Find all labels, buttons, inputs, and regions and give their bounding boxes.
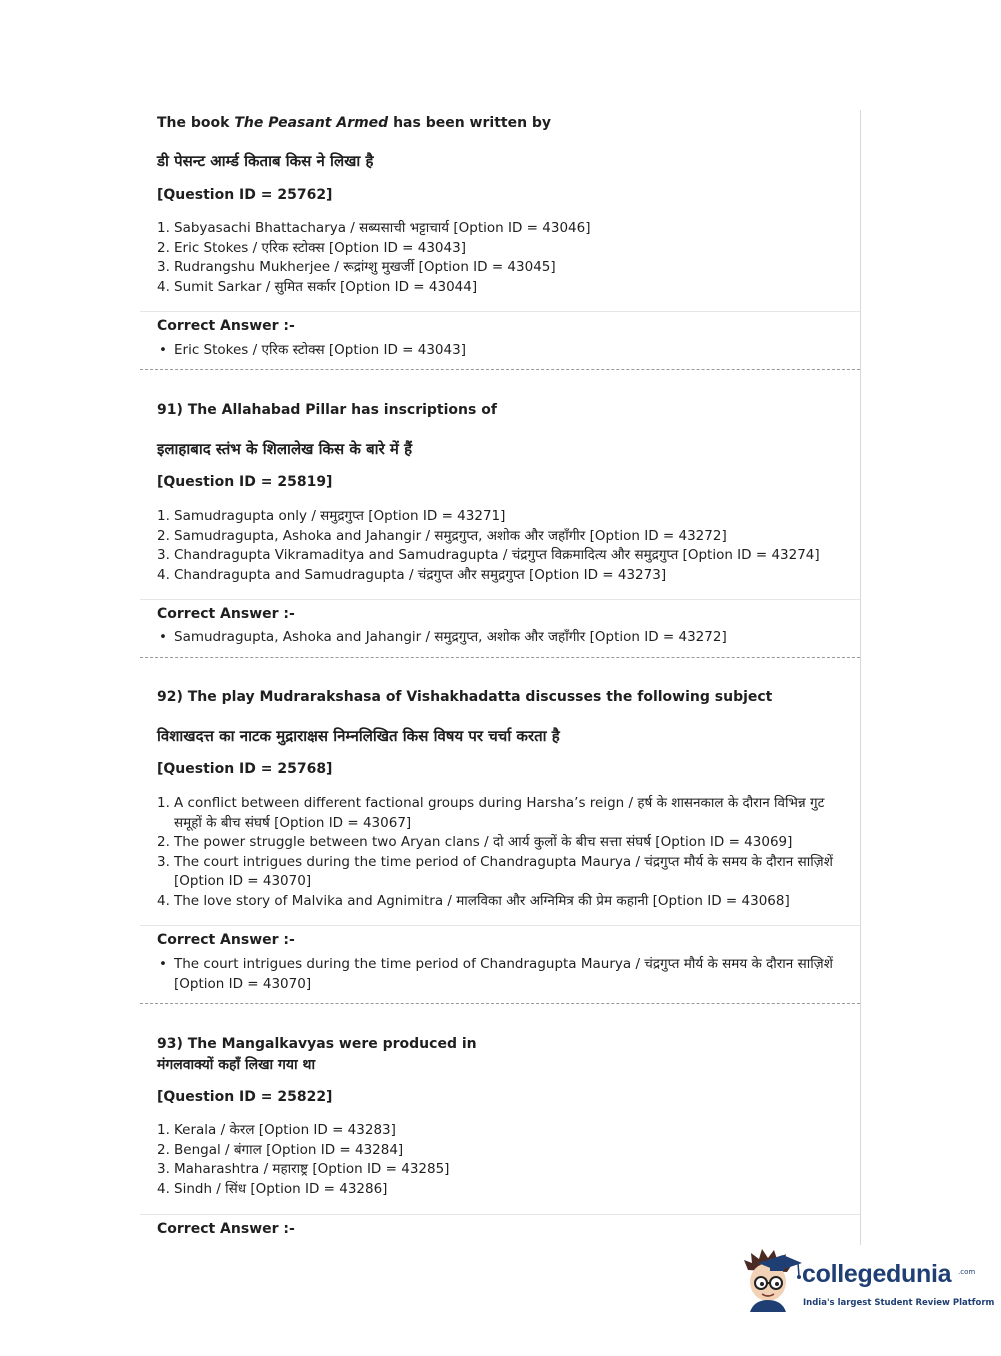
right-border [860, 110, 861, 1245]
question-text-hi: डी पेसन्ट आर्म्ड किताब किस ने लिखा है [157, 152, 374, 170]
option-item: 2. The power struggle between two Aryan clans / दो आर्य कुलों के बीच सत्ता संघर्ष [Option ID = 43069] [157, 834, 793, 850]
option-item: 1. Samudragupta only / समुद्रगुप्त [Option ID = 43271] [157, 508, 506, 524]
correct-answer-label: Correct Answer :- [157, 932, 295, 948]
option-item: 4. Chandragupta and Samudragupta / चंद्रगुप्त और समुद्रगुप्त [Option ID = 43273] [157, 566, 667, 583]
option-item: 2. Bengal / बंगाल [Option ID = 43284] [157, 1141, 404, 1158]
question-text-hi: इलाहाबाद स्तंभ के शिलालेख किस के बारे में हैं [157, 440, 413, 458]
logo-wordmark: collegedunia [802, 1260, 952, 1288]
options-list [157, 507, 852, 585]
correct-answer: • Eric Stokes / एरिक स्टोक्स [Option ID = 43043] [159, 342, 466, 358]
option-item: 3. Chandragupta Vikramaditya and Samudragupta / चंद्रगुप्त विक्रमादित्य और समुद्रगुप्त [Option ID = 43274] [157, 547, 820, 563]
question-separator [140, 369, 860, 370]
collegedunia-logo[interactable] [740, 1246, 995, 1316]
option-item: 4. Sumit Sarkar / सुमित सर्कार [Option ID = 43044] [157, 278, 478, 295]
option-item: 1. A conflict between different factional groups during Harsha’s reign / हर्ष के शासनकाल के दौरान विभिन्न गुट समूहों के बीच संघर्ष [Option ID = 43067] [157, 795, 825, 831]
option-item: 4. Sindh / सिंध [Option ID = 43286] [157, 1180, 388, 1197]
question-separator [140, 1003, 860, 1004]
option-item: 1. Sabyasachi Bhattacharya / सब्यसाची भट्टाचार्य [Option ID = 43046] [157, 220, 591, 236]
question-separator [140, 657, 860, 658]
option-item: 2. Samudragupta, Ashoka and Jahangir / समुद्रगुप्त, अशोक और जहाँगीर [Option ID = 43272] [157, 527, 727, 544]
question-text-en: 93) The Mangalkavyas were produced in [157, 1036, 477, 1052]
option-item: 4. The love story of Malvika and Agnimitra / मालविका और अग्निमित्र की प्रेम कहानी [Option ID = 43068] [157, 892, 790, 909]
question-text-en: The book The Peasant Armed has been written by [157, 115, 552, 131]
option-item: 3. Rudrangshu Mukherjee / रूद्रांग्शु मुखर्जी [Option ID = 43045] [157, 259, 556, 275]
divider [140, 925, 860, 926]
question-id: [Question ID = 25762] [157, 187, 333, 203]
question-text-hi: मंगलवाक्यों कहाँ लिखा गया था [157, 1057, 316, 1073]
option-item: 3. The court intrigues during the time period of Chandragupta Maurya / चंद्रगुप्त मौर्य के समय के दौरान साज़िशें [Option ID = 43070] [157, 853, 833, 889]
mascot-icon [740, 1246, 802, 1312]
correct-answer: • Samudragupta, Ashoka and Jahangir / समुद्रगुप्त, अशोक और जहाँगीर [Option ID = 43272] [159, 629, 727, 645]
option-item: 3. Maharashtra / महाराष्ट्र [Option ID = 43285] [157, 1161, 450, 1177]
correct-answer-label: Correct Answer :- [157, 1221, 295, 1237]
question-id: [Question ID = 25819] [157, 474, 333, 490]
correct-answer: • The court intrigues during the time period of Chandragupta Maurya / चंद्रगुप्त मौर्य के समय के दौरान साज़िशें [Option ID = 43070] [159, 956, 833, 992]
options-list [157, 794, 852, 911]
question-text-en: 92) The play Mudrarakshasa of Vishakhadatta discusses the following subject [157, 689, 773, 705]
divider [140, 1214, 860, 1215]
option-item: 2. Eric Stokes / एरिक स्टोक्स [Option ID = 43043] [157, 239, 466, 256]
divider [140, 599, 860, 600]
exam-page [140, 110, 862, 1245]
divider [140, 311, 860, 312]
question-id: [Question ID = 25768] [157, 761, 333, 777]
question-text-hi: विशाखदत्त का नाटक मुद्राराक्षस निम्नलिखित किस विषय पर चर्चा करता है [157, 727, 560, 745]
option-item: 1. Kerala / केरल [Option ID = 43283] [157, 1122, 396, 1138]
logo-domain-suffix: .com [958, 1268, 976, 1276]
options-list [157, 1121, 852, 1199]
question-id: [Question ID = 25822] [157, 1089, 333, 1105]
correct-answer-label: Correct Answer :- [157, 606, 295, 622]
correct-answer-label: Correct Answer :- [157, 318, 295, 334]
question-text-en: 91) The Allahabad Pillar has inscriptions of [157, 402, 497, 418]
logo-tagline: India's largest Student Review Platform [803, 1298, 995, 1308]
options-list [157, 219, 852, 297]
